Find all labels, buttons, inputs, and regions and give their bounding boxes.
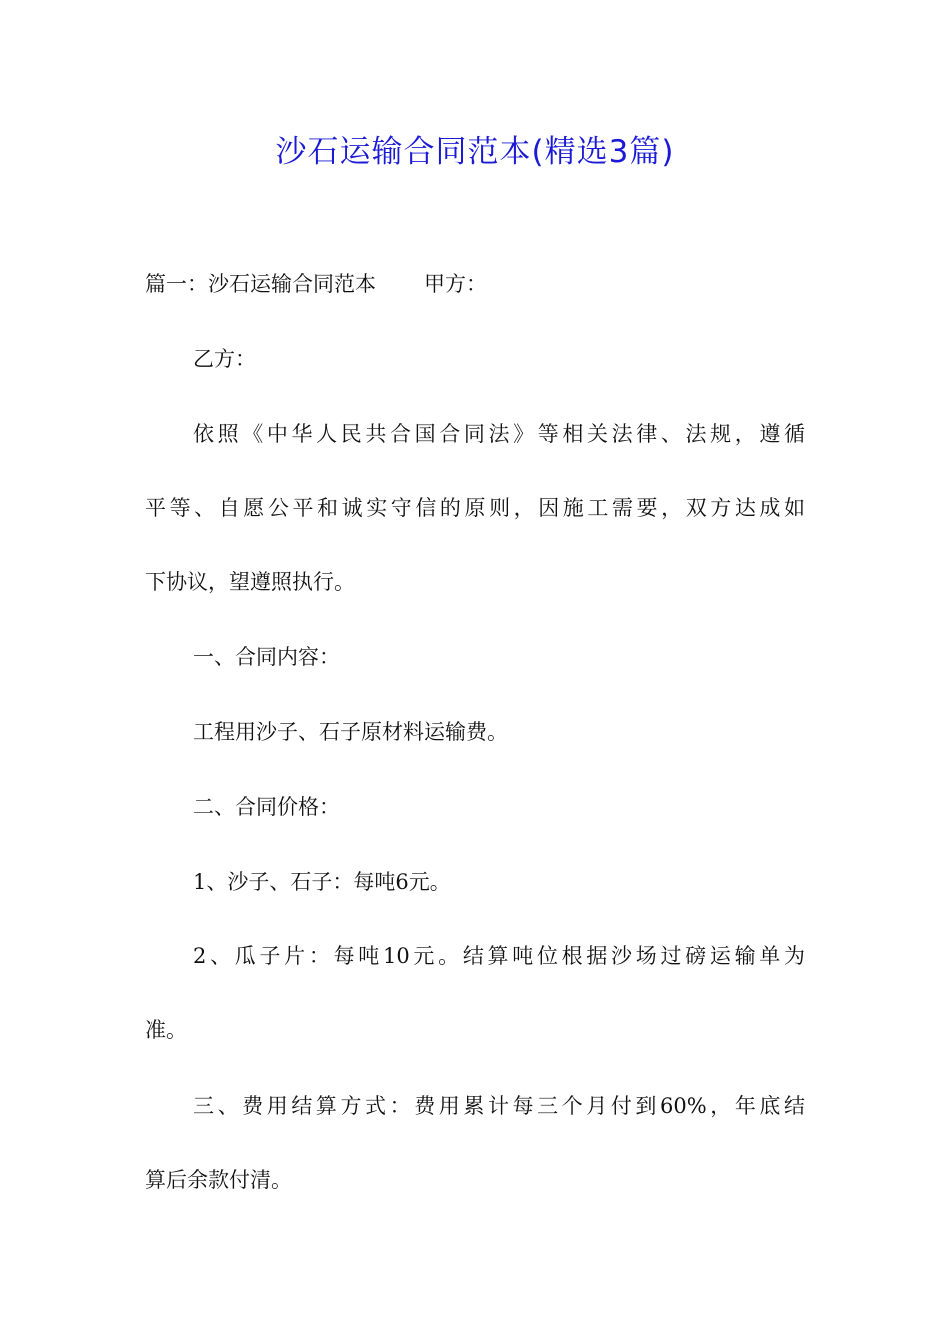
- text-line: 依照《中华人民共合国合同法》等相关法律、法规，遵循: [193, 422, 805, 446]
- text-line-article-heading: [145, 268, 805, 300]
- text-line: 算后余款付清。: [145, 1168, 292, 1192]
- text-line: 2、瓜子片：每吨10元。结算吨位根据沙场过磅运输单为: [193, 944, 805, 968]
- text-line: 平等、自愿公平和诚实守信的原则，因施工需要，双方达成如: [145, 496, 805, 520]
- text-line: 1、沙子、石子：每吨6元。: [193, 870, 451, 894]
- text-line: 下协议，望遵照执行。: [145, 570, 355, 594]
- party-a-label: 甲方：: [424, 272, 487, 296]
- text-line: 工程用沙子、石子原材料运输费。: [193, 720, 508, 744]
- section-heading: 二、合同价格：: [193, 795, 340, 819]
- text-line: 准。: [145, 1018, 187, 1042]
- document-title: 沙石运输合同范本(精选3篇): [275, 134, 675, 170]
- party-b-label: 乙方：: [193, 347, 256, 371]
- article-heading: 篇一：沙石运输合同范本: [145, 272, 376, 296]
- section-heading: 三、费用结算方式：费用累计每三个月付到60%，年底结: [193, 1094, 805, 1118]
- section-heading: 一、合同内容：: [193, 645, 340, 669]
